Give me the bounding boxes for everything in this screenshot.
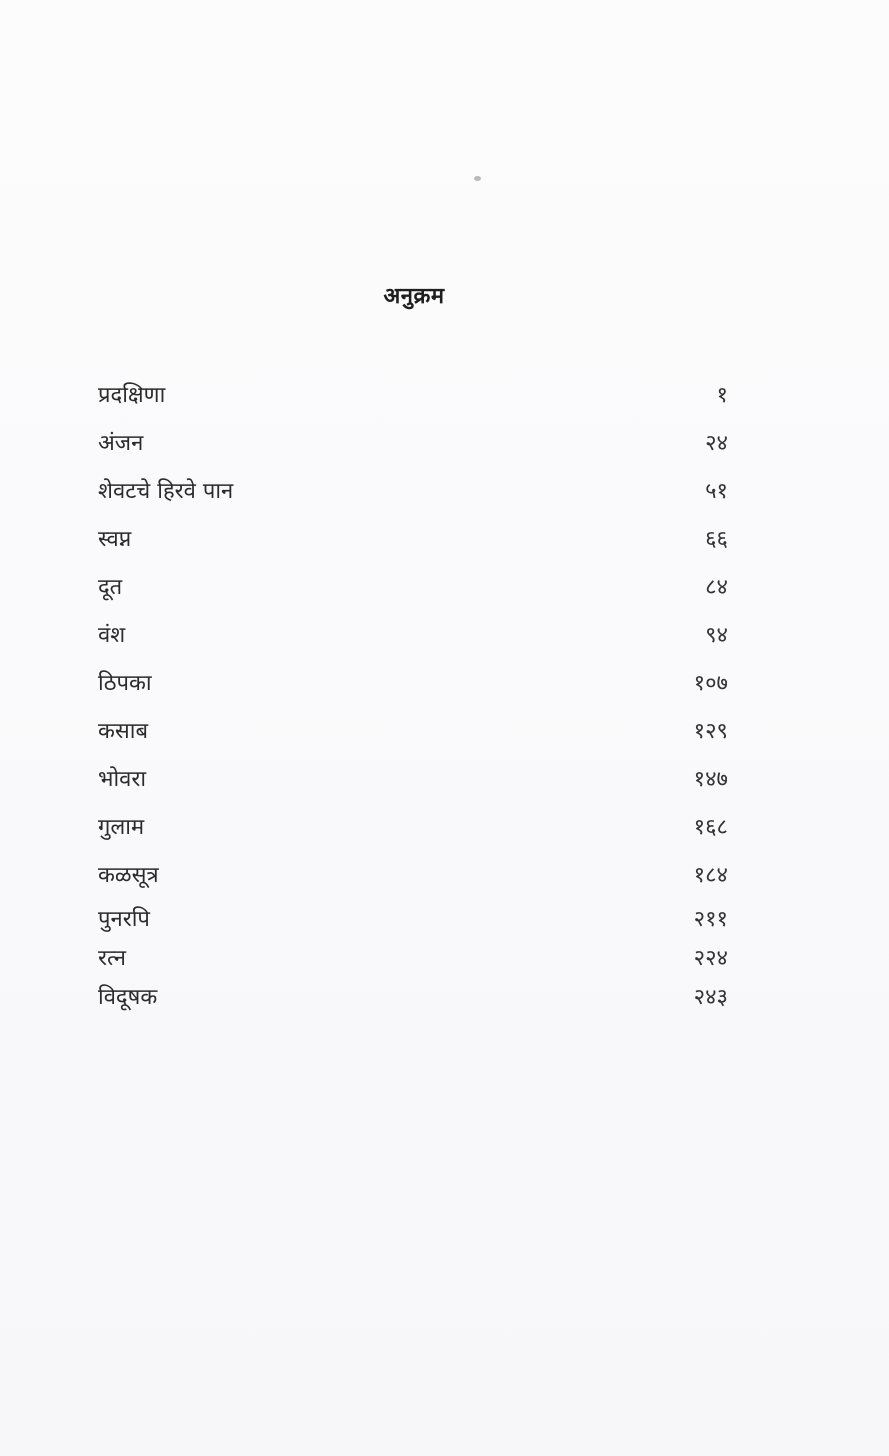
toc-entry bbox=[98, 468, 728, 516]
toc-entry-page: ६६ bbox=[705, 527, 728, 552]
toc-entry-page: १६८ bbox=[693, 815, 728, 840]
toc-entry-page: १ bbox=[716, 383, 728, 408]
toc-entry bbox=[98, 756, 728, 804]
toc-entry bbox=[98, 516, 728, 564]
toc-entry bbox=[98, 372, 728, 420]
toc-entry-title: गुलाम bbox=[98, 815, 145, 840]
toc-entry bbox=[98, 564, 728, 612]
toc-entry-page: १२९ bbox=[693, 719, 728, 744]
toc-entry bbox=[98, 900, 728, 939]
toc-entry bbox=[98, 852, 728, 900]
toc-entry bbox=[98, 420, 728, 468]
toc-entry-page: २४३ bbox=[693, 984, 728, 1010]
toc-entry-title: पुनरपि bbox=[98, 906, 150, 932]
toc-entry-title: कसाब bbox=[98, 719, 149, 744]
toc-entry-title: कळसूत्र bbox=[98, 863, 159, 888]
toc-entry-page: १०७ bbox=[693, 671, 728, 696]
toc-entry-page: ९४ bbox=[705, 623, 728, 648]
toc-entry-title: अंजन bbox=[98, 431, 144, 456]
toc-entry bbox=[98, 978, 728, 1017]
toc-entry-page: ५१ bbox=[705, 479, 728, 504]
toc-entry-title: प्रदक्षिणा bbox=[98, 383, 166, 408]
toc-entry-title: भोवरा bbox=[98, 767, 147, 792]
toc-entry-title: ठिपका bbox=[98, 671, 152, 696]
toc-entry-page: १४७ bbox=[693, 767, 728, 792]
toc-entry-title: रत्न bbox=[98, 945, 126, 971]
toc-entry bbox=[98, 660, 728, 708]
page-title: अनुक्रम bbox=[383, 284, 445, 309]
toc-entry-title: स्वप्न bbox=[98, 527, 132, 552]
toc-entry bbox=[98, 708, 728, 756]
toc-entry-title: वंश bbox=[98, 623, 126, 648]
toc-entry-page: २४ bbox=[705, 431, 728, 456]
toc-entry-title: शेवटचे हिरवे पान bbox=[98, 479, 234, 504]
toc-entry-title: दूत bbox=[98, 575, 123, 600]
ink-speck bbox=[474, 176, 481, 181]
toc-entry bbox=[98, 804, 728, 852]
toc-entry-page: २२४ bbox=[693, 945, 728, 971]
toc-entry-page: ८४ bbox=[705, 575, 728, 600]
toc-entry-page: २११ bbox=[693, 906, 728, 932]
toc-entry bbox=[98, 612, 728, 660]
table-of-contents bbox=[98, 372, 728, 1017]
toc-entry-title: विदूषक bbox=[98, 984, 158, 1010]
toc-entry-page: १८४ bbox=[693, 863, 728, 888]
toc-entry bbox=[98, 939, 728, 978]
